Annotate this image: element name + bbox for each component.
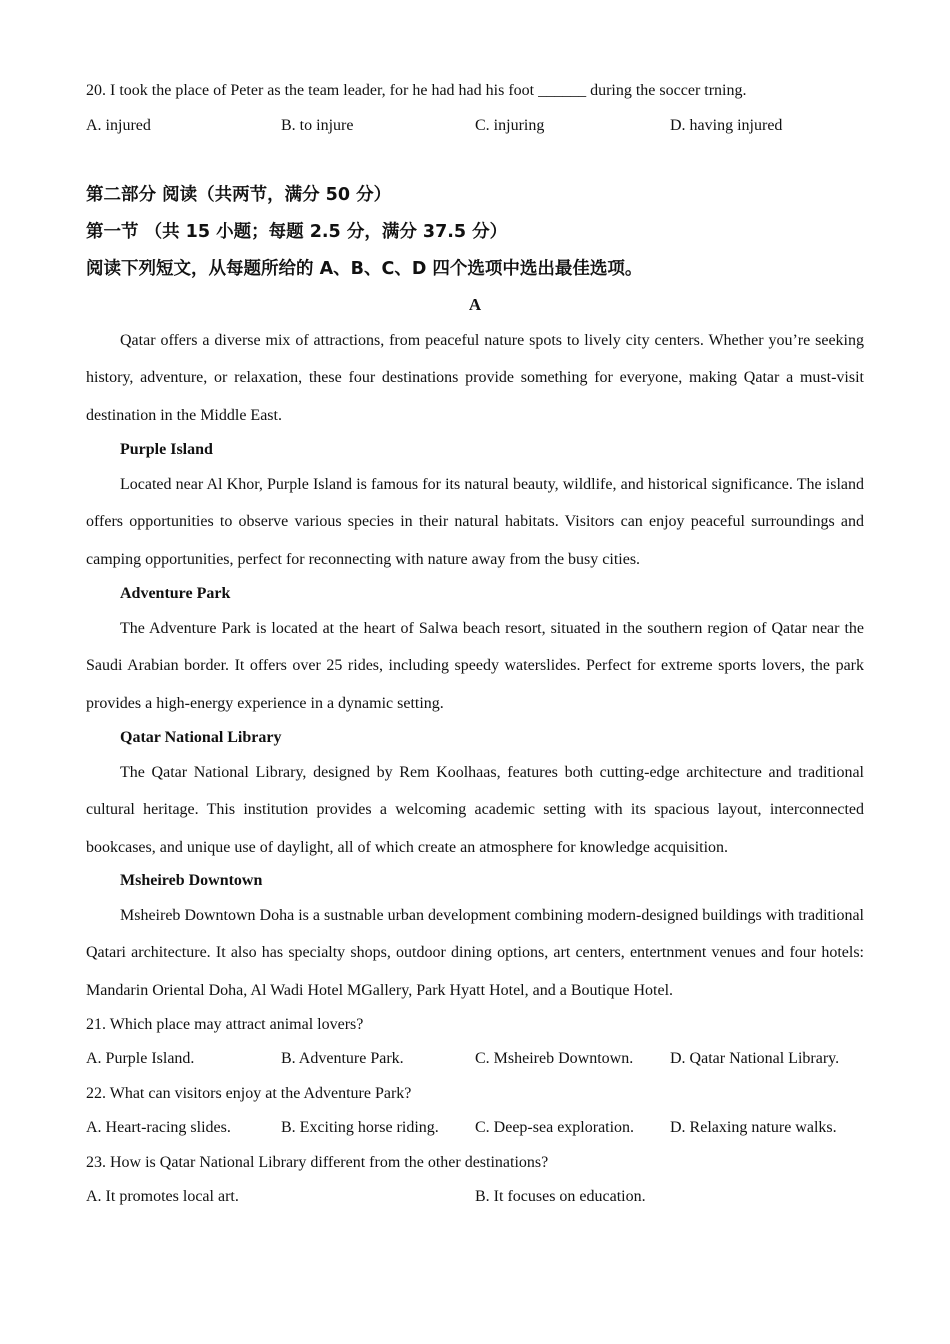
question-23-options	[86, 1187, 864, 1207]
place-heading-adventure-park: Adventure Park	[120, 585, 231, 602]
question-23-option-b: B. It focuses on education.	[475, 1188, 646, 1205]
question-21-option-c: C. Msheireb Downtown.	[475, 1050, 634, 1067]
question-20-option-b: B. to injure	[281, 117, 354, 134]
question-21-stem: 21. Which place may attract animal lovers?	[86, 1016, 364, 1033]
question-22-option-b: B. Exciting horse riding.	[281, 1119, 439, 1136]
question-23-option-a: A. It promotes local art.	[86, 1188, 239, 1205]
place-heading-qatar-national-library: Qatar National Library	[120, 729, 282, 746]
question-21-option-d: D. Qatar National Library.	[670, 1050, 840, 1067]
question-21-option-a: A. Purple Island.	[86, 1050, 195, 1067]
question-20-option-c: C. injuring	[475, 117, 545, 134]
place-text-qatar-national-library: The Qatar National Library, designed by Rem Koolhaas, features both cutting-edge architecture and traditional cultural heritage. This institution provides a welcoming academic setting with its spacious layout, interconnected bookcases, and unique use of daylight, all of which create an atmosphere for knowledge acquisition.	[86, 764, 864, 856]
question-21-option-b: B. Adventure Park.	[281, 1050, 404, 1067]
passage-letter: A	[468, 295, 482, 314]
question-22-option-c: C. Deep-sea exploration.	[475, 1119, 635, 1136]
place-text-msheireb-downtown: Msheireb Downtown Doha is a sustnable urban development combining modern-designed buildings with traditional Qatari architecture. It also has specialty shops, outdoor dining options, art centers, entertnment venues and four hotels: Mandarin Oriental Doha, Al Wadi Hotel MGallery, Park Hyatt Hotel, and a Boutique Hotel.	[86, 907, 864, 999]
section-instruction: 阅读下列短文，从每题所给的 A、B、C、D 四个选项中选出最佳选项。	[86, 259, 643, 279]
question-20-option-d: D. having injured	[670, 117, 783, 134]
place-heading-purple-island: Purple Island	[120, 441, 213, 458]
section-sub-heading: 第一节 （共 15 小题；每题 2.5 分，满分 37.5 分）	[86, 222, 508, 242]
question-22-options	[86, 1118, 864, 1138]
question-20-options	[86, 116, 864, 136]
question-22-option-d: D. Relaxing nature walks.	[670, 1119, 837, 1136]
passage-intro: Qatar offers a diverse mix of attractions, from peaceful nature spots to lively city centers. Whether you’re seeking history, adventure, or relaxation, these four destinations provide something for everyone, making Qatar a must-visit destination in the Middle East.	[86, 332, 864, 424]
place-text-purple-island: Located near Al Khor, Purple Island is famous for its natural beauty, wildlife, and historical significance. The island offers opportunities to observe various species in their natural habitats. Visitors can enjoy peaceful surroundings and camping opportunities, perfect for reconnecting with nature away from the busy cities.	[86, 476, 864, 568]
question-20-option-a: A. injured	[86, 117, 151, 134]
section-part-heading: 第二部分 阅读（共两节，满分 50 分）	[86, 185, 392, 205]
question-21-options	[86, 1049, 864, 1069]
place-heading-msheireb-downtown: Msheireb Downtown	[120, 872, 263, 889]
question-23-stem: 23. How is Qatar National Library different from the other destinations?	[86, 1154, 549, 1171]
question-20-stem: 20. I took the place of Peter as the team leader, for he had had his foot ______ during the soccer trning.	[86, 82, 747, 99]
question-22-stem: 22. What can visitors enjoy at the Adventure Park?	[86, 1085, 412, 1102]
question-22-option-a: A. Heart-racing slides.	[86, 1119, 231, 1136]
place-text-adventure-park: The Adventure Park is located at the heart of Salwa beach resort, situated in the southern region of Qatar near the Saudi Arabian border. It offers over 25 rides, including speedy waterslides. Perfect for extreme sports lovers, the park provides a high-energy experience in a dynamic setting.	[86, 620, 864, 712]
